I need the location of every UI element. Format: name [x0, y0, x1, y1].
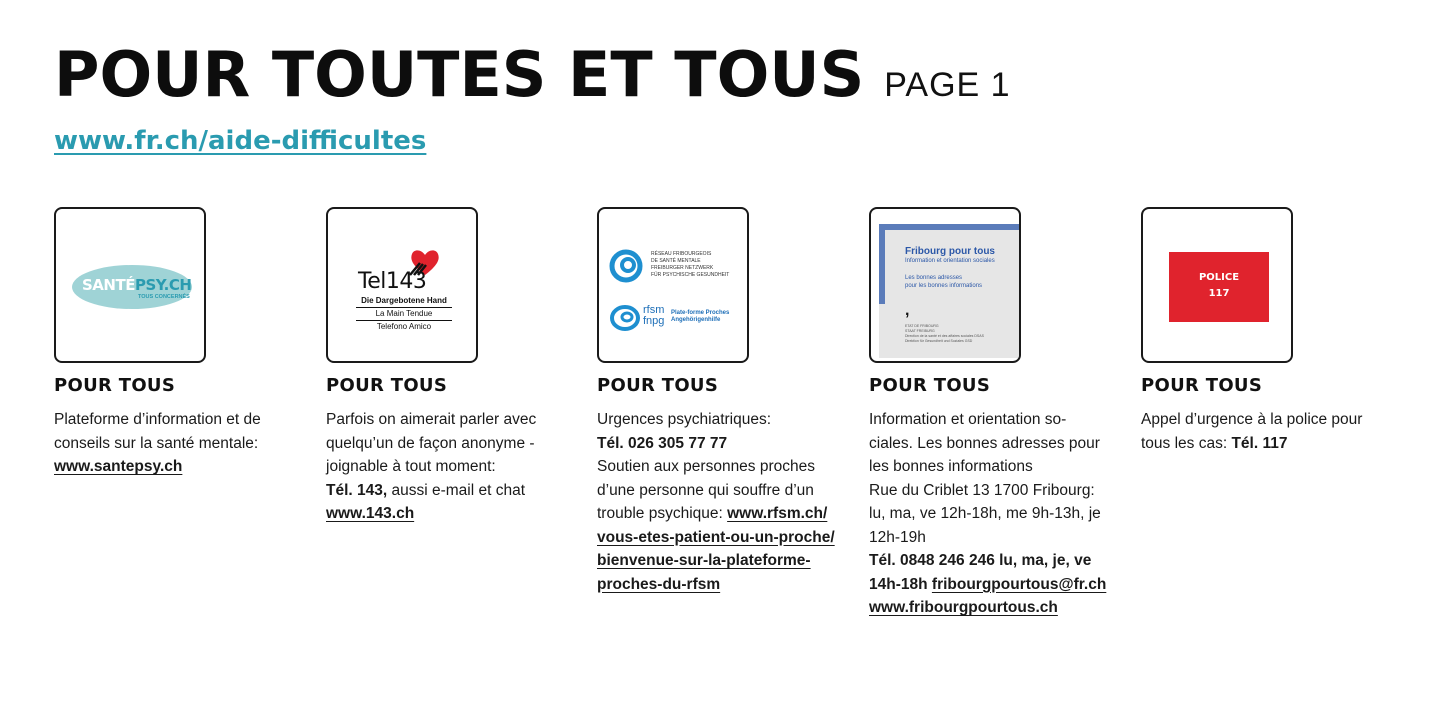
fribourg-link[interactable]: www.fribourgpourtous.ch [869, 599, 1058, 616]
tel143-line-fr: La Main Tendue [356, 307, 452, 320]
brochure-cover [879, 224, 1019, 358]
card-text: Appel d’urgence à la police pour tous les cas: [1141, 411, 1363, 452]
police-logo [1141, 207, 1293, 363]
state-mark-icon: , [905, 302, 910, 319]
fribourg-pour-tous-logo [869, 207, 1021, 363]
page-number: PAGE 1 [884, 66, 1011, 104]
page-title: POUR TOUTES ET TOUS [54, 38, 865, 111]
card-body [326, 408, 566, 526]
phone-number: Tél. 143, [326, 481, 388, 499]
brochure-title: Fribourg pour tous [905, 246, 995, 257]
card-title: POUR TOUS [597, 375, 719, 396]
santepsy-logo-tagline: TOUS CONCERNÉS [138, 294, 190, 300]
police-badge: POLICE 117 [1169, 252, 1269, 322]
rfsm-link[interactable]: www.rfsm.ch/ vous-etes-patient-ou-un-proche/ bienvenue-sur-la-plateforme- proches-du-rfsm [597, 505, 835, 593]
tel143-logo-text: Tel143 [358, 269, 427, 294]
card-title: POUR TOUS [326, 375, 448, 396]
phone-number: Tél. 117 [1231, 434, 1288, 452]
card-police [1141, 207, 1381, 455]
card-body [597, 408, 837, 596]
brochure-subtitle: Information et orientation sociales [905, 258, 995, 264]
santepsy-logo [54, 207, 206, 363]
card-text: Urgences psychiatriques: [597, 411, 772, 428]
card-text-extra: Soutien aux personnes proches d’une personne qui souffre d’un trouble psychique: [597, 458, 816, 522]
brochure-tagline: Les bonnes adresses pour les bonnes informations [905, 275, 983, 289]
address-hours: Rue du Criblet 13 1700 Fribourg: lu, ma, ve 12h-18h, me 9h-13h, je 12h-19h [869, 481, 1101, 546]
santepsy-logo-text: SANTÉPSY.CH [82, 276, 192, 294]
email-link[interactable]: fribourgpourtous@fr.ch [931, 575, 1107, 593]
card-title: POUR TOUS [1141, 375, 1263, 396]
brochure-footer: ETAT DE FRIBOURG STAAT FREIBURG Direction de la santé et des affaires sociales DSAS Direktion für Gesundheit und Soziales GSD [905, 324, 984, 343]
card-tel143 [326, 207, 566, 526]
card-body [1141, 408, 1381, 455]
tel143-link[interactable]: www.143.ch [326, 505, 415, 522]
phone-number: Tél. 0848 246 246 lu, ma, je, ve 14h-18h [869, 552, 1092, 593]
card-fribourg-pour-tous [869, 207, 1109, 620]
main-site-link[interactable]: www.fr.ch/aide-difficultes [54, 126, 427, 156]
rfsm-swirl-icon [609, 249, 643, 283]
rfsm-logo-text: RÉSEAU FRIBOURGEOIS DE SANTÉ MENTALE FREIBURGER NETZWERK FÜR PSYCHISCHE GESUNDHEIT [651, 251, 730, 278]
title-row [54, 38, 1011, 111]
rfsm-logo [597, 207, 749, 363]
tel143-line-de: Die Dargebotene Hand [361, 296, 447, 305]
tel143-logo [326, 207, 478, 363]
rfsm-fnpg-text: rfsm fnpg [643, 304, 665, 327]
card-body [54, 408, 294, 479]
card-body [869, 408, 1109, 620]
card-title: POUR TOUS [54, 375, 176, 396]
phone-number: Tél. 026 305 77 77 [597, 434, 728, 452]
card-text: Plateforme d’information et de conseils sur la santé mentale: [54, 411, 261, 452]
santepsy-link[interactable]: www.santepsy.ch [54, 458, 183, 475]
tel143-line-it: Telefono Amico [356, 320, 452, 333]
card-santepsy [54, 207, 294, 479]
page-header [54, 38, 1011, 111]
tel143-logo-lines [356, 295, 452, 333]
card-text: Parfois on aimerait parler avec quelqu’un de façon anonyme - joignable à tout moment: [326, 411, 537, 475]
card-title: POUR TOUS [869, 375, 991, 396]
card-text: Information et orientation so-ciales. Les bonnes adresses pour les bonnes informations [869, 411, 1100, 475]
fnpg-swirl-icon [609, 304, 641, 332]
card-text-extra: aussi e-mail et chat [387, 481, 526, 499]
rfsm-platform-text: Plate-forme Proches Angehörigenhilfe [671, 310, 730, 323]
card-rfsm [597, 207, 837, 596]
